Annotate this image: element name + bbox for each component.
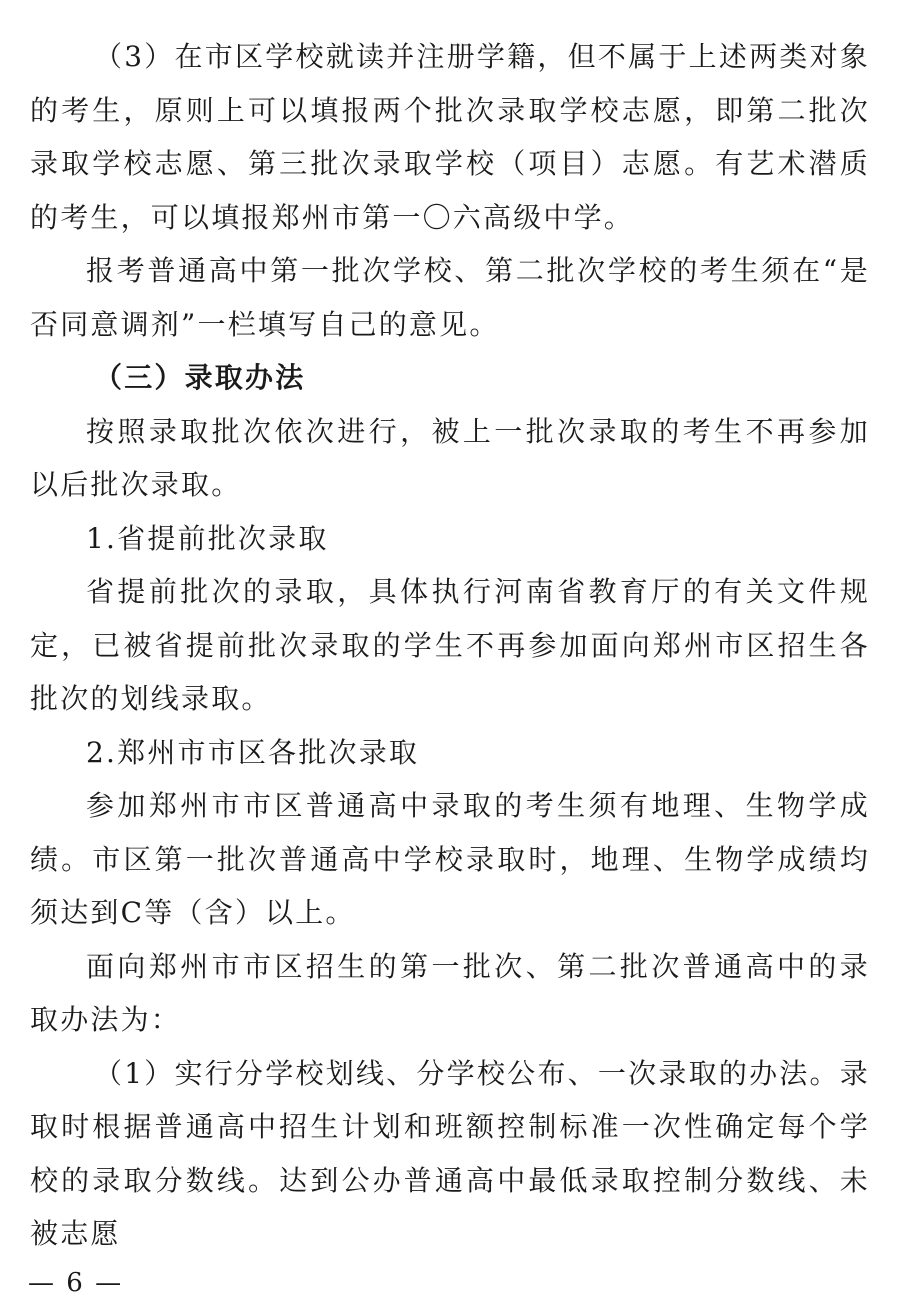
paragraph-batch-order: 按照录取批次依次进行，被上一批次录取的考生不再参加以后批次录取。: [30, 414, 870, 501]
subheading-provincial-early-batch: 1.省提前批次录取: [86, 521, 329, 555]
document-body: [30, 30, 870, 1261]
paragraph-adjustment-note: 报考普通高中第一批次学校、第二批次学校的考生须在“是否同意调剂”一栏填写自己的意见。: [30, 254, 870, 341]
paragraph-item-1-method: （1）实行分学校划线、分学校公布、一次录取的办法。录取时根据普通高中招生计划和班额控制标准一次性确定每个学校的录取分数线。达到公办普通高中最低录取控制分数线、未被志愿: [30, 1056, 870, 1250]
paragraph-item-3: （3）在市区学校就读并注册学籍，但不属于上述两类对象的考生，原则上可以填报两个批次录取学校志愿，即第二批次录取学校志愿、第三批次录取学校（项目）志愿。有艺术潜质的考生，可以填报郑州市第一〇六高级中学。: [30, 40, 870, 234]
page-number: — 6 —: [28, 1268, 124, 1298]
section-heading-admission-method: （三）录取办法: [94, 361, 306, 394]
paragraph-first-second-batch-method: 面向郑州市市区招生的第一批次、第二批次普通高中的录取办法为：: [30, 949, 870, 1036]
subheading-zhengzhou-batches: 2.郑州市市区各批次录取: [86, 735, 420, 769]
paragraph-provincial-early-batch: 省提前批次的录取，具体执行河南省教育厅的有关文件规定，已被省提前批次录取的学生不再参加面向郑州市区招生各批次的划线录取。: [30, 575, 870, 715]
paragraph-geo-bio-requirement: 参加郑州市市区普通高中录取的考生须有地理、生物学成绩。市区第一批次普通高中学校录取时，地理、生物学成绩均须达到C等（含）以上。: [30, 789, 870, 929]
